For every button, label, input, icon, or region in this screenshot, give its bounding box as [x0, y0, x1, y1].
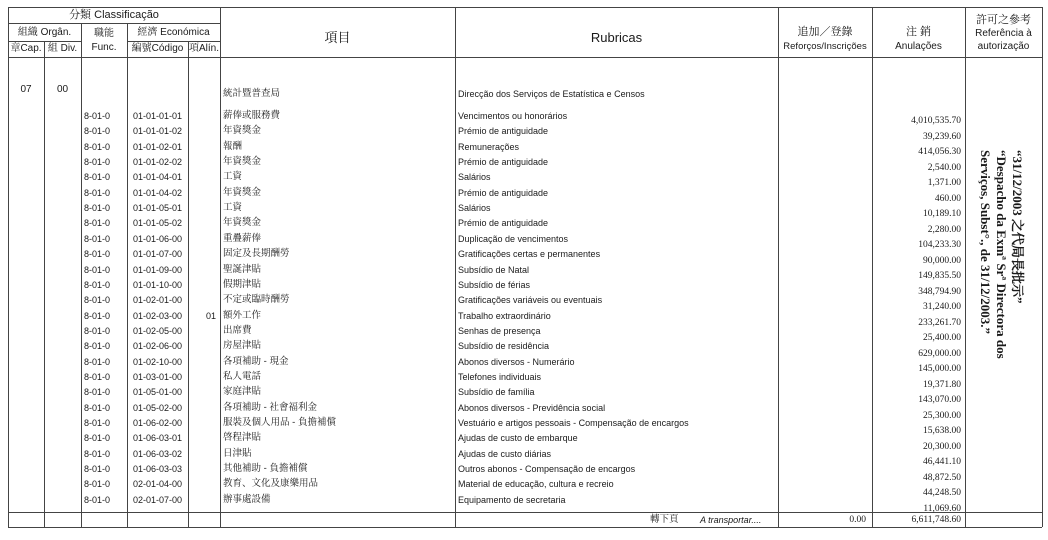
- row-anulacao-amount: 20,300.00: [923, 441, 961, 452]
- row-economic-code: 01-01-05-02: [133, 218, 183, 229]
- row-functional-code: 8-01-0: [84, 448, 111, 459]
- row-item-zh: 房屋津貼: [223, 340, 262, 352]
- row-functional-code: 8-01-0: [84, 203, 111, 214]
- row-economic-code: 01-01-07-00: [133, 249, 183, 260]
- row-item-zh: 報酬: [223, 140, 243, 152]
- row-rubrica-pt: Vestuário e artigos pessoais - Compensação de encargos: [458, 418, 689, 428]
- economica-header: 經濟 Económica: [137, 27, 210, 38]
- row-economic-code: 01-01-04-02: [133, 187, 183, 198]
- item-header: 項目: [324, 30, 351, 45]
- row-functional-code: 8-01-0: [84, 433, 111, 444]
- row-rubrica-pt: Abonos diversos - Previdência social: [458, 402, 606, 413]
- row-economic-code: 01-01-01-02: [133, 126, 183, 137]
- row-item-zh: 各項補助 - 社會福利金: [223, 401, 317, 413]
- department-name-zh: 統計暨普查局: [223, 88, 281, 99]
- row-economic-code: 01-01-06-00: [133, 233, 183, 244]
- row-anulacao-amount: 10,189.10: [923, 209, 961, 219]
- row-item-zh: 家庭津貼: [223, 386, 262, 398]
- row-item-zh: 其他補助 - 負擔補償: [223, 463, 308, 475]
- anulacoes-total: 6,611,748.60: [911, 515, 961, 525]
- row-rubrica-pt: Telefones individuais: [458, 371, 542, 382]
- row-anulacao-amount: 143,070.00: [918, 395, 961, 405]
- row-anulacao-amount: 2,280.00: [927, 224, 961, 235]
- row-functional-code: 8-01-0: [84, 356, 111, 367]
- row-anulacao-amount: 104,233.30: [918, 240, 961, 250]
- row-item-zh: 各項補助 - 現金: [223, 355, 289, 367]
- row-anulacao-amount: 25,300.00: [923, 410, 961, 421]
- row-anulacao-amount: 19,371.80: [923, 379, 961, 390]
- row-economic-code: 01-05-01-00: [133, 387, 183, 398]
- row-functional-code: 8-01-0: [84, 325, 111, 336]
- row-anulacao-amount: 25,400.00: [923, 333, 961, 343]
- row-functional-code: 8-01-0: [84, 126, 111, 137]
- row-anulacao-amount: 460.00: [934, 193, 961, 204]
- row-anulacao-amount: 39,239.60: [923, 131, 961, 142]
- row-item-zh: 薪俸或服務費: [223, 110, 281, 121]
- row-economic-code: 01-01-09-00: [133, 264, 183, 275]
- row-economic-code: 01-02-05-00: [133, 325, 183, 336]
- row-rubrica-pt: Prémio de antiguidade: [458, 218, 549, 229]
- capitulo-header: 章Cap.: [10, 43, 42, 54]
- row-economic-code: 01-06-03-03: [133, 464, 183, 475]
- row-item-zh: 日津貼: [223, 447, 252, 459]
- row-functional-code: 8-01-0: [84, 464, 111, 475]
- row-anulacao-amount: 1,371.00: [927, 178, 961, 188]
- row-rubrica-pt: Duplicação de vencimentos: [458, 233, 569, 244]
- row-economic-code: 01-02-06-00: [133, 341, 183, 352]
- row-item-zh: 工資: [223, 202, 243, 214]
- divisao-header: 組 Div.: [47, 43, 78, 54]
- row-item-zh: 年資獎金: [223, 186, 262, 198]
- row-functional-code: 8-01-0: [84, 479, 111, 490]
- row-item-zh: 辦事處設備: [223, 493, 271, 505]
- row-item-zh: 不定或臨時酬勞: [223, 294, 290, 306]
- row-functional-code: 8-01-0: [84, 279, 111, 290]
- row-item-zh: 年資獎金: [223, 156, 262, 168]
- division-code: 00: [56, 84, 69, 95]
- rubricas-header: Rubricas: [590, 30, 643, 45]
- row-functional-code: 8-01-0: [84, 249, 111, 260]
- row-functional-code: 8-01-0: [84, 233, 111, 244]
- row-anulacao-amount: 4,010,535.70: [911, 116, 961, 126]
- row-anulacao-amount: 15,638.00: [923, 426, 961, 436]
- department-name-pt: Direcção dos Serviços de Estatística e Censos: [458, 89, 645, 99]
- reforcos-header: 追加／登錄 Reforços/Inscrições: [783, 26, 867, 52]
- row-functional-code: 8-01-0: [84, 371, 111, 382]
- row-anulacao-amount: 348,794.90: [918, 286, 961, 297]
- row-economic-code: 01-01-05-01: [133, 203, 183, 214]
- row-anulacao-amount: 46,441.10: [923, 457, 961, 467]
- row-item-zh: 啓程津貼: [223, 432, 262, 444]
- row-anulacao-amount: 31,240.00: [923, 302, 961, 312]
- row-economic-code: 02-01-07-00: [133, 494, 183, 505]
- row-rubrica-pt: Outros abonos - Compensação de encargos: [458, 464, 636, 475]
- row-item-zh: 工資: [223, 171, 243, 183]
- row-functional-code: 8-01-0: [84, 402, 111, 413]
- row-rubrica-pt: Prémio de antiguidade: [458, 157, 549, 168]
- row-rubrica-pt: Senhas de presença: [458, 325, 541, 336]
- anulacoes-header: 注 銷 Anulações: [895, 26, 942, 52]
- row-anulacao-amount: 149,835.50: [918, 271, 961, 281]
- row-economic-code: 01-01-02-01: [133, 141, 183, 152]
- row-economic-code: 01-02-01-00: [133, 295, 183, 306]
- row-item-zh: 重疊薪俸: [223, 232, 262, 244]
- row-anulacao-amount: 44,248.50: [923, 488, 961, 498]
- row-item-zh: 教育、文化及康樂用品: [223, 478, 319, 490]
- row-rubrica-pt: Abonos diversos - Numerário: [458, 356, 575, 367]
- row-economic-code: 01-06-02-00: [133, 418, 183, 428]
- row-functional-code: 8-01-0: [84, 187, 111, 198]
- row-alinea: 01: [205, 310, 216, 321]
- row-economic-code: 01-01-04-01: [133, 172, 183, 183]
- row-rubrica-pt: Gratificações certas e permanentes: [458, 249, 601, 260]
- row-rubrica-pt: Remunerações: [458, 141, 520, 152]
- row-functional-code: 8-01-0: [84, 494, 111, 505]
- chapter-code: 07: [20, 84, 32, 95]
- row-functional-code: 8-01-0: [84, 387, 111, 398]
- reforcos-total: 0.00: [849, 515, 866, 525]
- transport-label-pt: A transportar....: [700, 515, 762, 525]
- row-anulacao-amount: 414,056.30: [918, 147, 961, 157]
- row-economic-code: 01-06-03-02: [133, 448, 183, 459]
- row-rubrica-pt: Prémio de antiguidade: [458, 126, 549, 137]
- row-economic-code: 01-03-01-00: [133, 371, 183, 382]
- row-functional-code: 8-01-0: [84, 295, 111, 306]
- row-rubrica-pt: Salários: [458, 172, 491, 183]
- row-item-zh: 假期津貼: [223, 278, 262, 290]
- row-economic-code: 01-01-02-02: [133, 157, 183, 168]
- row-anulacao-amount: 233,261.70: [918, 317, 961, 328]
- row-functional-code: 8-01-0: [84, 141, 111, 152]
- row-item-zh: 年資獎金: [223, 125, 262, 137]
- row-functional-code: 8-01-0: [84, 341, 111, 352]
- row-rubrica-pt: Prémio de antiguidade: [458, 187, 549, 198]
- row-item-zh: 固定及長期酬勞: [223, 248, 290, 260]
- funcional-header: 職能 Func.: [91, 28, 117, 53]
- row-functional-code: 8-01-0: [84, 157, 111, 168]
- row-item-zh: 出席費: [223, 324, 252, 336]
- row-rubrica-pt: Subsídio de família: [458, 387, 535, 398]
- row-anulacao-amount: 90,000.00: [923, 255, 961, 266]
- row-rubrica-pt: Subsídio de residência: [458, 341, 550, 352]
- autorizacao-header: 許可之參考 Referência à autorização: [975, 14, 1032, 52]
- row-item-zh: 額外工作: [223, 309, 262, 321]
- row-rubrica-pt: Ajudas de custo de embarque: [458, 433, 578, 444]
- row-anulacao-amount: 11,069.60: [923, 503, 961, 514]
- row-rubrica-pt: Trabalho extraordinário: [458, 310, 551, 321]
- row-functional-code: 8-01-0: [84, 418, 111, 428]
- row-rubrica-pt: Equipamento de secretaria: [458, 494, 566, 505]
- codigo-header: 編號Código: [131, 43, 184, 54]
- row-economic-code: 01-02-03-00: [133, 310, 183, 321]
- row-rubrica-pt: Vencimentos ou honorários: [458, 111, 568, 121]
- row-rubrica-pt: Gratificações variáveis ou eventuais: [458, 295, 603, 306]
- row-item-zh: 聖誕津貼: [223, 263, 262, 275]
- row-functional-code: 8-01-0: [84, 172, 111, 183]
- row-economic-code: 02-01-04-00: [133, 479, 183, 490]
- row-anulacao-amount: 2,540.00: [927, 162, 961, 173]
- alinea-header: 項Alín.: [188, 43, 219, 54]
- row-functional-code: 8-01-0: [84, 218, 111, 229]
- row-economic-code: 01-05-02-00: [133, 402, 183, 413]
- row-economic-code: 01-01-10-00: [133, 279, 183, 290]
- row-rubrica-pt: Ajudas de custo diárias: [458, 448, 552, 459]
- row-rubrica-pt: Salários: [458, 203, 491, 214]
- row-anulacao-amount: 145,000.00: [918, 364, 961, 374]
- organica-header: 組織 Orgân.: [17, 27, 72, 38]
- classificacao-header: 分類 Classificação: [69, 9, 159, 21]
- row-anulacao-amount: 629,000.00: [918, 348, 961, 359]
- row-functional-code: 8-01-0: [84, 111, 111, 121]
- row-item-zh: 服裝及個人用品 - 負擔補償: [223, 417, 336, 428]
- authorization-note: “31/12/2003 之代局長批示” “Despacho da Exmª Srª Directora dos Serviços, Subst°., de 31/12/2003.”: [978, 150, 1025, 359]
- row-functional-code: 8-01-0: [84, 310, 111, 321]
- row-item-zh: 年資獎金: [223, 217, 262, 229]
- row-rubrica-pt: Subsídio de férias: [458, 279, 531, 290]
- row-functional-code: 8-01-0: [84, 264, 111, 275]
- row-rubrica-pt: Subsídio de Natal: [458, 264, 530, 275]
- row-economic-code: 01-01-01-01: [133, 111, 183, 121]
- row-economic-code: 01-06-03-01: [133, 433, 183, 444]
- row-rubrica-pt: Material de educação, cultura e recreio: [458, 479, 614, 490]
- row-item-zh: 私人電話: [223, 370, 262, 382]
- row-anulacao-amount: 48,872.50: [923, 472, 961, 483]
- row-economic-code: 01-02-10-00: [133, 356, 183, 367]
- transport-label-zh: 轉下頁: [650, 514, 679, 525]
